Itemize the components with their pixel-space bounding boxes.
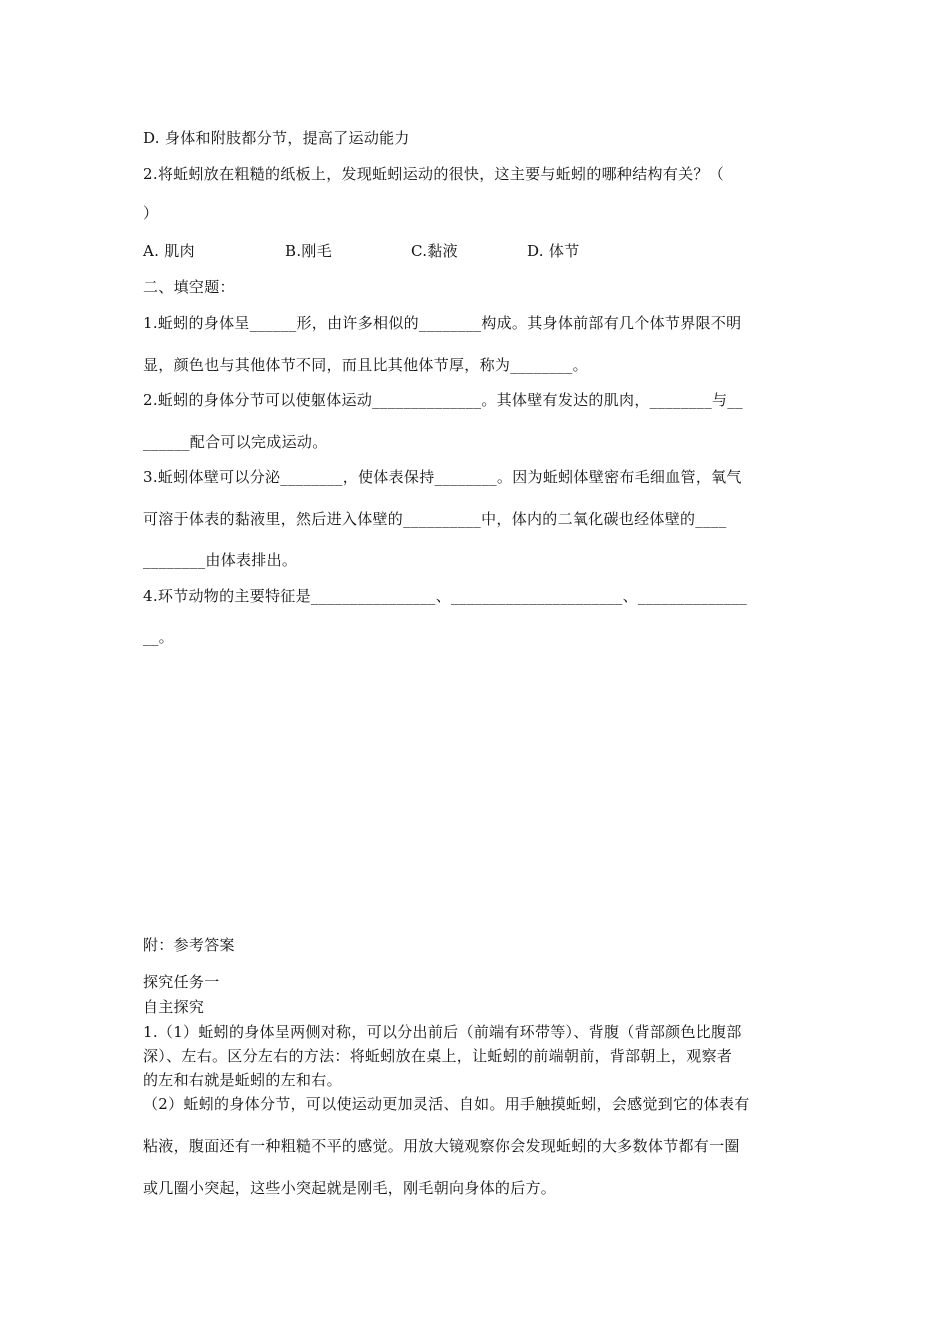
answer-line: 粘液，腹面还有一种粗糙不平的感觉。用放大镜观察你会发现蚯蚓的大多数体节都有一圈 [143, 1137, 740, 1155]
fill-line: 4.环节动物的主要特征是________________、______________________、______________ [143, 587, 748, 605]
task-title: 探究任务一 [143, 973, 220, 991]
answer-line: 的左和右就是蚯蚓的左和右。 [143, 1071, 342, 1089]
fill-line: ______配合可以完成运动。 [143, 433, 328, 451]
answer-line: 或几圈小突起，这些小突起就是刚毛，刚毛朝向身体的后方。 [143, 1179, 557, 1197]
q2-option-d: D. 体节 [527, 242, 580, 260]
q1-option-d: D. 身体和附肢都分节，提高了运动能力 [143, 129, 410, 147]
fill-line: ________由体表排出。 [143, 551, 298, 569]
answer-line: 1.（1）蚯蚓的身体呈两侧对称，可以分出前后（前端有环带等）、背腹（背部颜色比腹部 [143, 1023, 742, 1041]
answer-line: （2）蚯蚓的身体分节，可以使运动更加灵活、自如。用手触摸蚯蚓，会感觉到它的体表有 [143, 1095, 750, 1113]
q2-stem-line1: 2.将蚯蚓放在粗糙的纸板上，发现蚯蚓运动的很快，这主要与蚯蚓的哪种结构有关？（ [143, 165, 725, 183]
answer-line: 深）、左右。区分左右的方法：将蚯蚓放在桌上，让蚯蚓的前端朝前，背部朝上，观察者 [143, 1047, 733, 1065]
section-fill-title: 二、填空题： [143, 278, 235, 296]
q2-option-c: C.黏液 [411, 242, 458, 260]
fill-line: 1.蚯蚓的身体呈______形，由许多相似的________构成。其身体前部有几个体节界限不明 [143, 314, 742, 332]
q2-stem-line2: ） [143, 204, 159, 222]
self-study-heading: 自主探究 [143, 998, 205, 1016]
fill-line: 显，颜色也与其他体节不同，而且比其他体节厚，称为________。 [143, 356, 588, 374]
fill-line: 2.蚯蚓的身体分节可以使躯体运动______________。其体壁有发达的肌肉，________与__ [143, 391, 743, 409]
fill-line: 可溶于体表的黏液里，然后进入体壁的__________中，体内的二氧化碳也经体壁的____ [143, 510, 727, 528]
answers-title: 附：参考答案 [143, 936, 235, 954]
fill-line: __。 [143, 628, 174, 646]
q2-options [143, 241, 580, 261]
q2-option-a: A. 肌肉 [143, 242, 195, 260]
q2-option-b: B.刚毛 [285, 242, 332, 260]
fill-line: 3.蚯蚓体壁可以分泌________，使体表保持________。因为蚯蚓体壁密布毛细血管，氧气 [143, 468, 742, 486]
